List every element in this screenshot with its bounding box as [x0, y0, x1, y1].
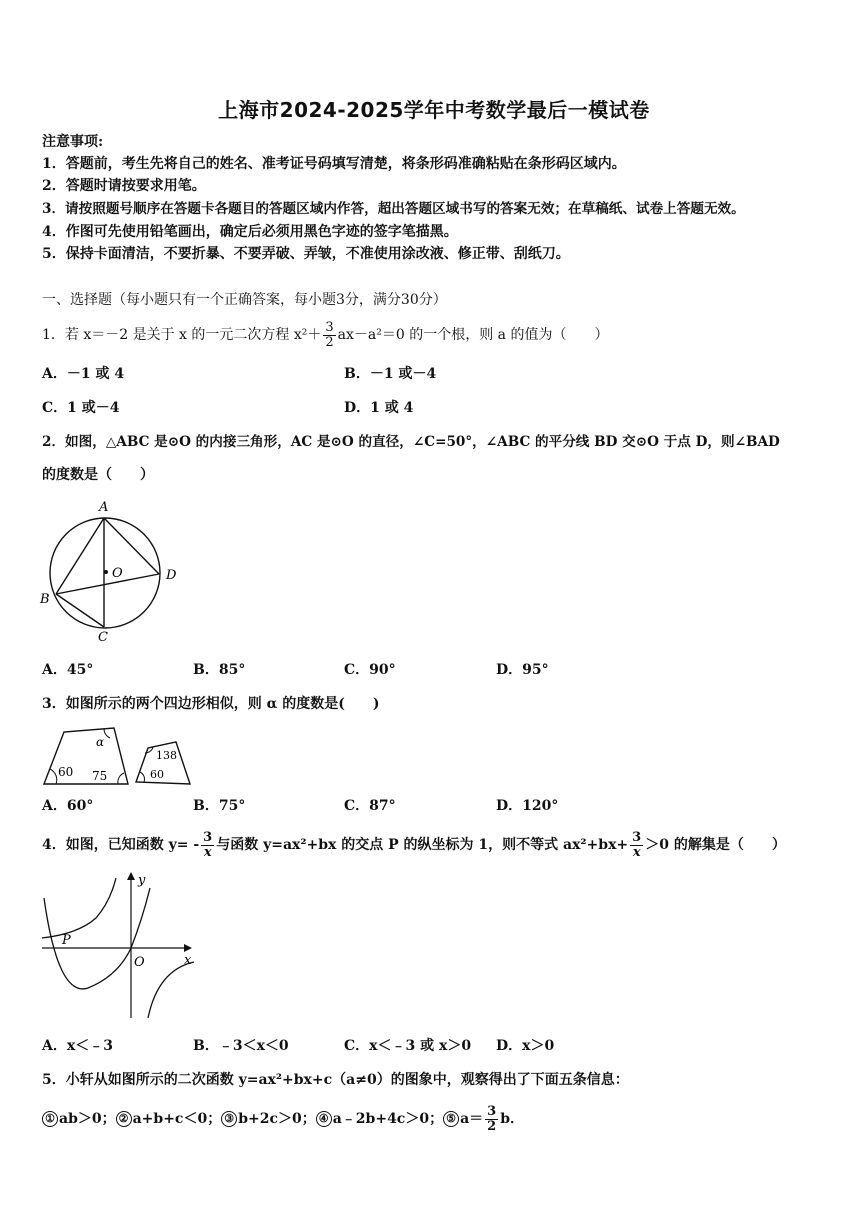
q2-label-o: O: [112, 566, 123, 581]
notice-item-5: 5．保持卡面清洁，不要折暴、不要弄破、弄皱，不准使用涂改液、修正带、刮纸刀。: [42, 246, 570, 262]
q2-circle-figure: [36, 496, 186, 648]
q3-option-b: B．75°: [193, 798, 246, 814]
question-1: [42, 317, 608, 353]
q3-label-b60: 60: [150, 768, 164, 781]
q4-label-x: x: [184, 953, 192, 968]
q4-frac1-den: x: [203, 844, 212, 860]
q3-quadrilaterals-figure: [38, 722, 238, 790]
q3-arc-b60: [140, 772, 145, 782]
q1-option-d: D．1 或 4: [344, 400, 414, 416]
q5-statement-1: ab＞0；: [59, 1111, 116, 1127]
notice-item-4: 4．作图可先使用铅笔画出，确定后必须用黑色字迹的签字笔描黑。: [42, 224, 458, 240]
question-4: [42, 826, 786, 864]
q4-pre: 4．如图，已知函数 y= -: [42, 837, 200, 853]
q3-label-60: 60: [58, 765, 74, 779]
q4-frac2-den: x: [632, 844, 641, 860]
q3-option-d: D．120°: [496, 798, 559, 814]
q4-option-c: C．x＜﹣3 或 x＞0: [344, 1038, 472, 1054]
q5-circled-1: ①: [42, 1111, 58, 1127]
q4-post: ＞0 的解集是（ ）: [645, 837, 786, 853]
q4-y-arrow: [127, 872, 135, 880]
q5-statement-2: a+b+c＜0；: [132, 1111, 222, 1127]
q1-post: ax－a²＝0 的一个根，则 a 的值为（ ）: [337, 327, 609, 343]
notice-heading: 注意事项:: [42, 134, 104, 150]
q4-label-y: y: [138, 873, 146, 888]
q2-option-d: D．95°: [496, 662, 549, 678]
q2-option-a: A．45°: [42, 662, 94, 678]
notice-item-1: 1．答题前，考生先将自己的姓名、准考证号码填写清楚，将条形码准确粘贴在条形码区域内。: [42, 156, 626, 172]
q5-statement-3: b+2c＞0；: [238, 1111, 316, 1127]
q4-label-p: P: [62, 933, 71, 948]
q5-fraction: [485, 1105, 498, 1134]
q2-seg-ab: [56, 518, 104, 594]
q3-arc-60: [50, 769, 57, 784]
q2-line-2: 的度数是（ ）: [42, 467, 154, 483]
q4-x-arrow: [184, 944, 192, 952]
q2-label-b: B: [40, 592, 50, 607]
q2-label-a: A: [99, 500, 109, 515]
q5-frac-num: 3: [487, 1103, 497, 1119]
q5-circled-4: ④: [316, 1111, 332, 1127]
q1-option-b: B．－1 或－4: [344, 366, 437, 382]
q4-mid: 与函数 y=ax²+bx 的交点 P 的纵坐标为 1，则不等式 ax²+bx+: [216, 837, 629, 853]
q2-option-b: B．85°: [193, 662, 246, 678]
q3-option-a: A．60°: [42, 798, 94, 814]
q3-label-75: 75: [92, 769, 108, 783]
q4-option-b: B．﹣3＜x＜0: [193, 1038, 289, 1054]
q2-label-c: C: [98, 630, 108, 645]
q5-statement-4: a﹣2b+4c＞0；: [332, 1111, 444, 1127]
q5-statement-5-tail: b．: [500, 1111, 524, 1127]
q4-hyperbola-right: [148, 962, 194, 1018]
q4-option-a: A．x＜﹣3: [42, 1038, 113, 1054]
q1-option-c: C．1 或－4: [42, 400, 120, 416]
q2-seg-bd: [56, 574, 159, 594]
q5-circled-3: ③: [221, 1111, 237, 1127]
page-title: 上海市2024-2025学年中考数学最后一模试卷: [218, 98, 650, 122]
q4-frac2-num: 3: [632, 829, 642, 845]
q4-frac1-num: 3: [203, 829, 213, 845]
q4-parabola: [44, 888, 150, 989]
q5-frac-den: 2: [487, 1118, 497, 1134]
q2-option-c: C．90°: [344, 662, 396, 678]
notice-item-2: 2．答题时请按要求用笔。: [42, 178, 206, 194]
q1-frac-num: 3: [325, 319, 334, 335]
q5-circled-2: ②: [116, 1111, 132, 1127]
q4-graph-figure: [38, 868, 198, 1024]
q5-statements: [42, 1098, 524, 1140]
q3-quad-1: [44, 728, 128, 784]
q1-frac-den: 2: [325, 334, 334, 350]
q1-option-a: A．－1 或 4: [42, 366, 125, 382]
q4-label-o: O: [134, 955, 145, 970]
q5-text: 5．小轩从如图所示的二次函数 y=ax²+bx+c（a≠0）的图象中，观察得出了下面五条信息：: [42, 1072, 629, 1088]
q2-label-d: D: [166, 568, 177, 583]
section-heading: 一、选择题（每小题只有一个正确答案，每小题3分，满分30分）: [42, 292, 447, 308]
q4-fraction-2: [630, 831, 643, 860]
q1-pre: 1．若 x＝－2 是关于 x 的一元二次方程 x²＋: [42, 327, 322, 343]
q2-line-1: 2．如图，△ABC 是⊙O 的内接三角形，AC 是⊙O 的直径，∠C=50°，∠ABC 的平分线 BD 交⊙O 于点 D，则∠BAD: [42, 434, 780, 450]
q3-option-c: C．87°: [344, 798, 396, 814]
q5-circled-5: ⑤: [443, 1111, 459, 1127]
q4-fraction-1: [201, 831, 214, 860]
notice-item-3: 3．请按照题号顺序在答题卡各题目的答题区域内作答，超出答题区域书写的答案无效；在草稿纸、试卷上答题无效。: [42, 201, 745, 217]
q4-option-d: D．x＞0: [496, 1038, 555, 1054]
q3-label-alpha: α: [96, 735, 105, 749]
q3-arc-75: [118, 773, 124, 784]
q5-statement-5: a＝: [460, 1111, 484, 1127]
q3-arc-alpha: [104, 729, 110, 738]
q1-fraction: [323, 321, 335, 350]
q4-hyperbola-left: [42, 878, 116, 938]
q3-text: 3．如图所示的两个四边形相似，则 α 的度数是( ): [42, 696, 380, 712]
q3-label-138: 138: [156, 749, 177, 762]
q2-center-dot: [104, 570, 108, 574]
